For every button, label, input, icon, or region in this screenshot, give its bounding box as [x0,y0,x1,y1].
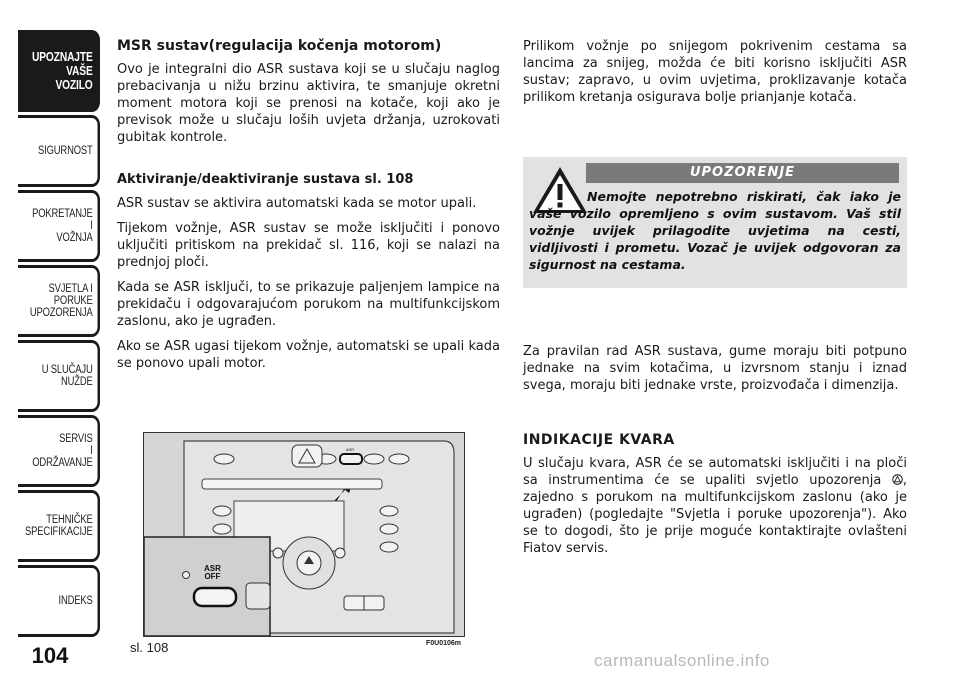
button-label-asr-small: ASR [345,447,355,452]
off-label: OFF [204,572,221,581]
tab-indeks[interactable] [18,565,100,637]
fault-text-after: , zajedno s porukom na multifunkcijskom zaslonu (ako je ugrađen) (pogledajte "Svjetla i poruke upozorenja"). Ako se to dogodi, što je prije moguće kontaktirajte ovlašteni Fiatov servis. [523,473,907,556]
page-number: 104 [31,643,69,668]
dashboard-illustration [144,433,464,636]
tab-label: U SLUČAJU NUŽDE [41,364,93,388]
section-sidebar [0,0,104,677]
tab-label: INDEKS [58,595,93,607]
tab-servis-i-odrzavanje[interactable] [18,415,100,487]
warning-title: UPOZORENJE [586,163,899,183]
asr-off-label [204,565,221,581]
figure-code: F0U0106m [426,640,462,647]
fault-paragraph [523,455,907,557]
tab-label: SVJETLA I PORUKE UPOZORENJA [29,283,93,319]
figure-caption: sl. 108 [130,640,169,655]
watermark: carmanualsonline.info [594,651,770,670]
paragraph: Ako se ASR ugasi tijekom vožnje, automatski se upali kada se ponovo upali motor. [117,339,500,371]
tab-label: POKRETANJE I VOŽNJA [32,208,93,244]
asr-label: ASR [204,564,221,573]
tab-label: UPOZNAJTE VAŠE VOZILO [32,50,93,92]
warning-box [523,157,907,288]
paragraph: Za pravilan rad ASR sustava, gume moraju biti potpuno jednake na svim kotačima, u izvrsnom stanju i iznad svega, moraju biti jednake vrste, proizvođača i dimenzija. [523,344,907,393]
paragraph: Kada se ASR isključi, to se prikazuje paljenjem lampice na prekidaču i odgovarajućom porukom na multifunkcijskom zaslonu, ako je ugrađen. [117,280,500,329]
fault-heading: INDIKACIJE KVARA [523,432,675,448]
asr-warning-light-icon [892,474,903,485]
paragraph: Prilikom vožnje po snijegom pokrivenim cestama sa lancima za snijeg, možda će biti korisno isključiti ASR sustav; zapravo, u ovim uvjetima, proklizavanje kotača prilikom kretanja osigurava bolje prianjanje kotača. [523,39,907,105]
tab-upoznajte-vase-vozilo[interactable] [18,30,100,112]
paragraph: Ovo je integralni dio ASR sustava koji se u slučaju naglog prebacivanja u nižu brzinu aktivira, te smanjuje okretni moment motora koji se prenosi na kotače, koji ako je previsok može u slučaju loših uvjeta držanja, uzrokovati gubitak kontrole. [117,62,500,145]
tab-svjetla-i-poruke[interactable] [18,265,100,337]
subheading: Aktiviranje/deaktiviranje sustava sl. 108 [117,172,414,187]
section-heading: MSR sustav(regulacija kočenja motorom) [117,38,442,54]
tab-label: SIGURNOST [38,145,93,157]
figure-dashboard [143,432,465,637]
tab-label: TEHNIČKE SPECIFIKACIJE [25,514,93,538]
left-column [117,38,500,380]
fault-text-before: U slučaju kvara, ASR će se automatski isključiti i na ploči sa instrumentima će se upaliti svjetlo upozorenja [523,456,907,488]
warning-text: Nemojte nepotrebno riskirati, čak iako je vaše vozilo opremljeno s ovim sustavom. Vaš stil vožnje uvijek prilagodite uvjetima na cesti, vidljivosti i prometu. Vozač je uvijek odgovoran za sigurnost na cestama. [529,189,901,272]
tab-tehnicke-specifikacije[interactable] [18,490,100,562]
right-column-top [523,38,907,114]
tab-sigurnost[interactable] [18,115,100,187]
tab-u-slucaju-nuzde[interactable] [18,340,100,412]
tab-label: SERVIS I ODRŽAVANJE [32,433,93,469]
paragraph: ASR sustav se aktivira automatski kada se motor upali. [117,196,477,211]
tab-pokretanje-i-voznja[interactable] [18,190,100,262]
right-column-bottom [523,343,907,565]
paragraph: Tijekom vožnje, ASR sustav se može isključiti i ponovo uključiti pritiskom na prekidač sl. 116, koji se nalazi na prednjoj ploči. [117,221,500,270]
